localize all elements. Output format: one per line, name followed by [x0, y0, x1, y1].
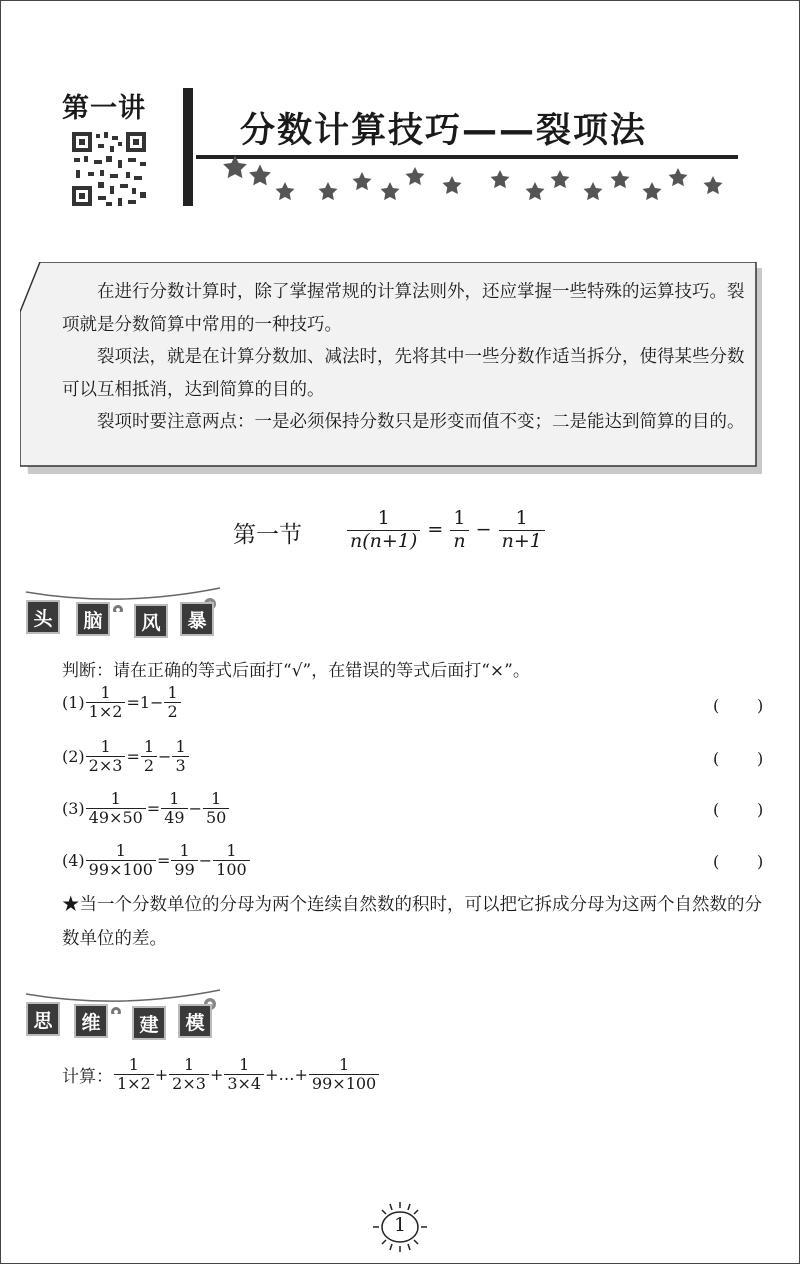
fraction: $\frac{1}{2}$ [141, 738, 157, 776]
page-number-text: 1 [393, 1214, 407, 1236]
star-icon [443, 176, 462, 194]
page-title: 分数计算技巧——裂项法 [240, 111, 648, 151]
banner-tag: 思 [26, 1002, 60, 1036]
modeling-banner [20, 984, 230, 1044]
fraction: $\frac{1}{100}$ [213, 842, 250, 880]
fraction: $\frac{1}{2\times 3}$ [169, 1056, 209, 1094]
fraction: $\frac{1}{1\times 2}$ [114, 1056, 154, 1094]
intro-paragraph: 裂项法，就是在计算分数加、减法时，先将其中一些分数作适当拆分，使得某些分数可以互相抵消，达到简算的目的。 [62, 347, 745, 400]
banner-tag: 建 [132, 1006, 166, 1040]
equation-item: (1) $\frac{1}{1\times 2}$ = 1 − $\frac{1}{2}$ [62, 684, 182, 722]
intro-paragraph: 在进行分数计算时，除了掌握常规的计算法则外，还应掌握一些特殊的运算技巧。裂项就是分数简算中常用的一种技巧。 [62, 282, 745, 335]
key-note: ★当一个分数单位的分母为两个连续自然数的积时，可以把它拆成分母为这两个自然数的分数单位的差。 [62, 895, 762, 949]
lecture-label: 第一讲 [62, 93, 146, 124]
fraction: $\frac{1}{2\times 3}$ [86, 738, 126, 776]
banner-tag: 暴 [180, 602, 214, 636]
star-icon [381, 182, 400, 200]
page-number [360, 1198, 440, 1256]
answer-blank[interactable]: ( ) [713, 800, 764, 819]
fraction: $\frac{1}{3\times 4}$ [224, 1056, 264, 1094]
fraction: $\frac{1}{2}$ [164, 684, 180, 722]
fraction: $\frac{1}{99\times 100}$ [309, 1056, 379, 1094]
qr-code-icon[interactable] [70, 130, 148, 208]
question-instruction: 判断：请在正确的等式后面打“√”，在错误的等式后面打“×”。 [62, 661, 530, 681]
star-icon [584, 182, 603, 200]
star-icon [669, 168, 688, 186]
fraction: $\frac{1}{n+1}$ [499, 508, 545, 553]
equation-item: (3) $\frac{1}{49\times 50}$ = $\frac{1}{49}$ − $\frac{1}{50}$ [62, 790, 230, 828]
fraction: $\frac{1}{49}$ [161, 790, 187, 828]
answer-blank[interactable]: ( ) [713, 852, 764, 871]
banner-tag: 模 [178, 1004, 212, 1038]
fraction: $\frac{1}{n}$ [450, 508, 468, 553]
star-icon [491, 170, 510, 188]
fraction: $\frac{1}{99}$ [171, 842, 197, 880]
fraction: $\frac{1}{99\times 100}$ [86, 842, 156, 880]
fraction: $\frac{1}{1\times 2}$ [86, 684, 126, 722]
equation-item: (2) $\frac{1}{2\times 3}$ = $\frac{1}{2}$ − $\frac{1}{3}$ [62, 738, 190, 776]
star-icon [704, 176, 723, 194]
star-decoration [210, 150, 750, 210]
star-icon [526, 182, 545, 200]
answer-blank[interactable]: ( ) [713, 749, 764, 768]
star-icon [611, 170, 630, 188]
intro-paragraph: 裂项时要注意两点：一是必须保持分数只是形变而值不变；二是能达到简算的目的。 [97, 412, 745, 432]
star-icon [353, 172, 372, 190]
star-icon [319, 182, 338, 200]
star-icon [276, 182, 295, 200]
banner-tag: 风 [134, 604, 168, 638]
fraction: $\frac{1}{49\times 50}$ [86, 790, 146, 828]
banner-tag: 头 [26, 600, 60, 634]
banner-tag: 脑 [76, 602, 110, 636]
header-divider [183, 88, 193, 206]
star-icon [643, 182, 662, 200]
fraction: $\frac{1}{3}$ [172, 738, 188, 776]
star-icon [223, 156, 247, 179]
calculation-problem: 计算： $\frac{1}{1\times 2}$ + $\frac{1}{2\times 3}$ + $\frac{1}{3\times 4}$ +…+ $\frac{1}{99\times 100}$ [62, 1056, 380, 1094]
banner-tag: 维 [74, 1004, 108, 1038]
intro-text [62, 276, 746, 439]
section-label: 第一节 [233, 522, 302, 548]
brainstorm-banner [20, 582, 230, 642]
star-icon [551, 170, 570, 188]
fraction: $\frac{1}{n(n+1)}$ [347, 508, 420, 553]
answer-blank[interactable]: ( ) [713, 696, 764, 715]
star-icon [249, 165, 271, 186]
fraction: $\frac{1}{50}$ [203, 790, 229, 828]
star-icon [406, 167, 425, 185]
equation-item: (4) $\frac{1}{99\times 100}$ = $\frac{1}{99}$ − $\frac{1}{100}$ [62, 842, 251, 880]
section-formula: $\frac{1}{n(n+1)}$ = $\frac{1}{n}$ − $\frac{1}{n+1}$ [346, 508, 546, 553]
